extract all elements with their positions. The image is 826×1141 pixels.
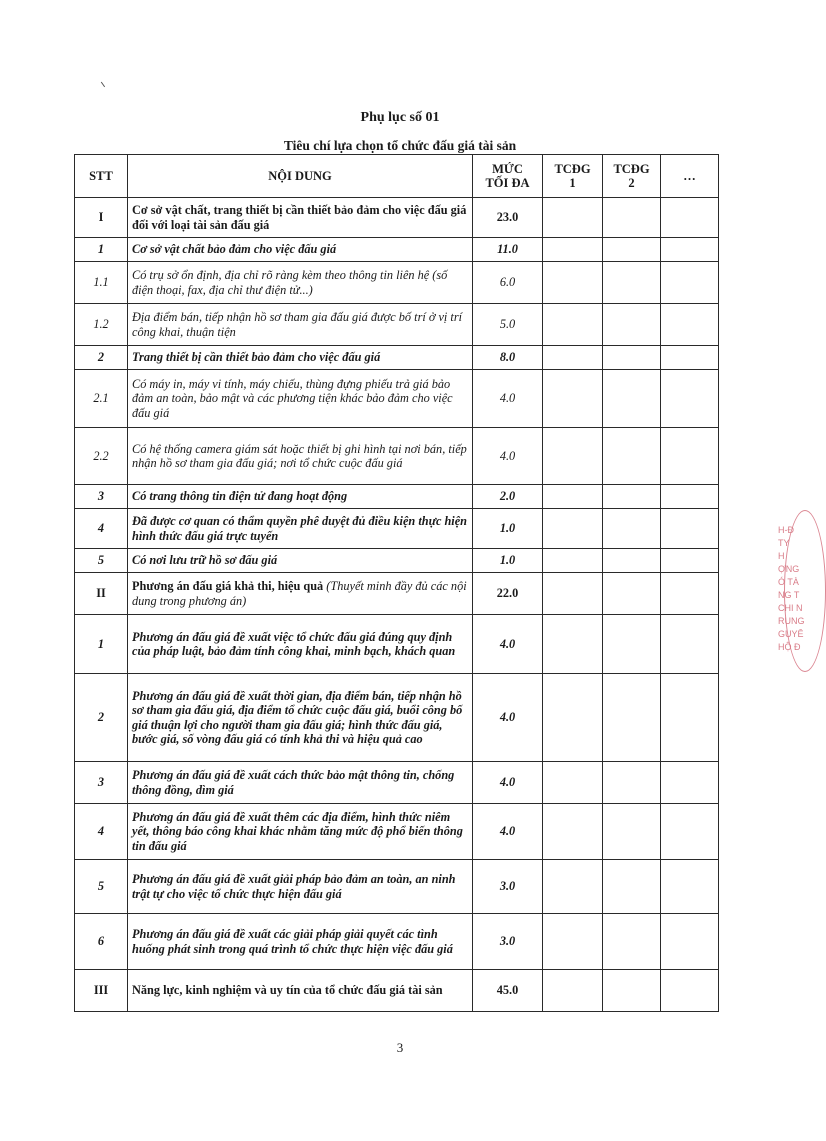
row-org2-cell [603,674,661,762]
row-org2-cell [603,262,661,304]
table-row [75,485,719,509]
row-stt: III [75,970,128,1012]
table-header-row [75,155,719,198]
row-more-cell [661,573,719,615]
col-header-org-2: TCĐG 2 [603,155,661,198]
row-org1-cell [543,970,603,1012]
row-stt: 4 [75,509,128,549]
row-org1-cell [543,860,603,914]
row-stt: 2 [75,346,128,370]
row-org1-cell [543,262,603,304]
table-row [75,970,719,1012]
row-org1-cell [543,346,603,370]
row-more-cell [661,674,719,762]
row-org1-cell [543,238,603,262]
row-org1-cell [543,914,603,970]
row-content: Phương án đấu giá đề xuất thời gian, địa điểm bán, tiếp nhận hồ sơ tham gia đấu giá, địa điểm tổ chức cuộc đấu giá, buổi công bố giá thuận lợi cho người tham gia đấu giá; hình thức đấu giá, bước giá, số vòng đấu giá có tính khả thi và hiệu quả cao [128,674,473,762]
row-max-score: 4.0 [473,762,543,804]
row-more-cell [661,198,719,238]
row-org1-cell [543,370,603,428]
row-stt: 3 [75,485,128,509]
table-row [75,370,719,428]
row-max-score: 4.0 [473,370,543,428]
col-header-org-1: TCĐG 1 [543,155,603,198]
table-row [75,509,719,549]
table-row [75,238,719,262]
row-org2-cell [603,370,661,428]
table-row [75,346,719,370]
row-org1-cell [543,762,603,804]
row-org2-cell [603,346,661,370]
table-row [75,304,719,346]
row-org1-cell [543,485,603,509]
table-row [75,860,719,914]
row-org1-cell [543,615,603,674]
row-more-cell [661,346,719,370]
row-org2-cell [603,485,661,509]
row-max-score: 2.0 [473,485,543,509]
row-max-score: 6.0 [473,262,543,304]
row-content: Cơ sở vật chất, trang thiết bị cần thiết bảo đảm cho việc đấu giá đối với loại tài sản đấu giá [128,198,473,238]
row-stt: 6 [75,914,128,970]
row-max-score: 22.0 [473,573,543,615]
row-org1-cell [543,304,603,346]
table-row [75,262,719,304]
row-stt: 1.2 [75,304,128,346]
row-org2-cell [603,238,661,262]
row-more-cell [661,485,719,509]
row-max-score: 4.0 [473,428,543,485]
table-row [75,573,719,615]
table-row [75,804,719,860]
row-stt: 2.2 [75,428,128,485]
row-more-cell [661,262,719,304]
row-content: Phương án đấu giá đề xuất giải pháp bảo đảm an toàn, an ninh trật tự cho việc tổ chức thực hiện đấu giá [128,860,473,914]
row-stt: 5 [75,860,128,914]
row-org1-cell [543,428,603,485]
col-header-content: NỘI DUNG [128,155,473,198]
row-content: Có trụ sở ổn định, địa chỉ rõ ràng kèm theo thông tin liên hệ (số điện thoại, fax, địa chỉ thư điện tử...) [128,262,473,304]
row-max-score: 1.0 [473,549,543,573]
col-header-stt: STT [75,155,128,198]
row-org1-cell [543,198,603,238]
row-max-score: 3.0 [473,860,543,914]
row-content: Địa điểm bán, tiếp nhận hồ sơ tham gia đấu giá được bố trí ở vị trí công khai, thuận tiện [128,304,473,346]
row-org2-cell [603,914,661,970]
row-org2-cell [603,804,661,860]
row-stt: 5 [75,549,128,573]
row-content: Năng lực, kinh nghiệm và uy tín của tổ chức đấu giá tài sản [128,970,473,1012]
row-max-score: 11.0 [473,238,543,262]
row-org2-cell [603,615,661,674]
row-more-cell [661,304,719,346]
row-more-cell [661,914,719,970]
col-header-more: … [661,155,719,198]
scan-mark [101,79,109,87]
row-content: Trang thiết bị cần thiết bảo đảm cho việc đấu giá [128,346,473,370]
row-max-score: 45.0 [473,970,543,1012]
row-note: (Thuyết minh đầy đủ các nội dung trong phương án) [132,579,467,608]
row-more-cell [661,238,719,262]
row-more-cell [661,509,719,549]
row-org2-cell [603,198,661,238]
row-org1-cell [543,509,603,549]
table-row [75,762,719,804]
row-org2-cell [603,970,661,1012]
row-stt: 3 [75,762,128,804]
row-max-score: 3.0 [473,914,543,970]
col-header-max: MỨC TỐI ĐA [473,155,543,198]
row-org1-cell [543,549,603,573]
table-row [75,549,719,573]
row-stt: II [75,573,128,615]
seal-text: H-Đ TY H ỢNG Ó TÀ NG T CHI N RUNG GUYÊ HỘ Đ [778,525,805,652]
page-number: 3 [396,1040,404,1055]
row-more-cell [661,860,719,914]
row-org2-cell [603,573,661,615]
row-more-cell [661,762,719,804]
row-content: Cơ sở vật chất bảo đảm cho việc đấu giá [128,238,473,262]
row-stt: 2 [75,674,128,762]
row-more-cell [661,370,719,428]
row-max-score: 4.0 [473,674,543,762]
row-max-score: 4.0 [473,615,543,674]
appendix-label: Phụ lục số 01 [360,110,440,125]
table-row [75,428,719,485]
row-org1-cell [543,573,603,615]
row-content: Có máy in, máy vi tính, máy chiếu, thùng đựng phiếu trả giá bảo đảm an toàn, bảo mật và các phương tiện khác bảo đảm cho việc đấu giá [128,370,473,428]
row-max-score: 8.0 [473,346,543,370]
row-org2-cell [603,762,661,804]
row-stt: 1 [75,238,128,262]
row-more-cell [661,970,719,1012]
row-more-cell [661,615,719,674]
table-row [75,674,719,762]
row-content: Có hệ thống camera giám sát hoặc thiết bị ghi hình tại nơi bán, tiếp nhận hồ sơ tham gia đấu giá; nơi tổ chức cuộc đấu giá [128,428,473,485]
row-max-score: 4.0 [473,804,543,860]
row-org1-cell [543,674,603,762]
row-stt: 1.1 [75,262,128,304]
row-content: Phương án đấu giá đề xuất các giải pháp giải quyết các tình huống phát sinh trong quá trình tổ chức thực hiện việc đấu giá [128,914,473,970]
criteria-table [74,154,719,1012]
document-title: Tiêu chí lựa chọn tổ chức đấu giá tài sản [283,138,517,153]
row-max-score: 5.0 [473,304,543,346]
row-content: Phương án đấu giá đề xuất cách thức bảo mật thông tin, chống thông đồng, dìm giá [128,762,473,804]
row-stt: I [75,198,128,238]
row-max-score: 23.0 [473,198,543,238]
row-org2-cell [603,549,661,573]
red-seal-stamp [774,510,804,670]
table-row [75,198,719,238]
row-org2-cell [603,428,661,485]
row-content: Phương án đấu giá khả thi, hiệu quả (Thuyết minh đầy đủ các nội dung trong phương án) [128,573,473,615]
row-content: Đã được cơ quan có thẩm quyền phê duyệt đủ điều kiện thực hiện hình thức đấu giá trực tuyến [128,509,473,549]
row-org1-cell [543,804,603,860]
row-org2-cell [603,509,661,549]
row-stt: 4 [75,804,128,860]
row-content: Phương án đấu giá đề xuất thêm các địa điểm, hình thức niêm yết, thông báo công khai khác nhằm tăng mức độ phổ biến thông tin đấu giá [128,804,473,860]
row-content: Có nơi lưu trữ hồ sơ đấu giá [128,549,473,573]
row-more-cell [661,428,719,485]
row-max-score: 1.0 [473,509,543,549]
table-row [75,914,719,970]
row-more-cell [661,549,719,573]
row-org2-cell [603,304,661,346]
row-content: Phương án đấu giá đề xuất việc tổ chức đấu giá đúng quy định của pháp luật, bảo đảm tính công khai, minh bạch, khách quan [128,615,473,674]
table-row [75,615,719,674]
row-more-cell [661,804,719,860]
row-stt: 1 [75,615,128,674]
row-content: Có trang thông tin điện tử đang hoạt động [128,485,473,509]
row-stt: 2.1 [75,370,128,428]
row-org2-cell [603,860,661,914]
